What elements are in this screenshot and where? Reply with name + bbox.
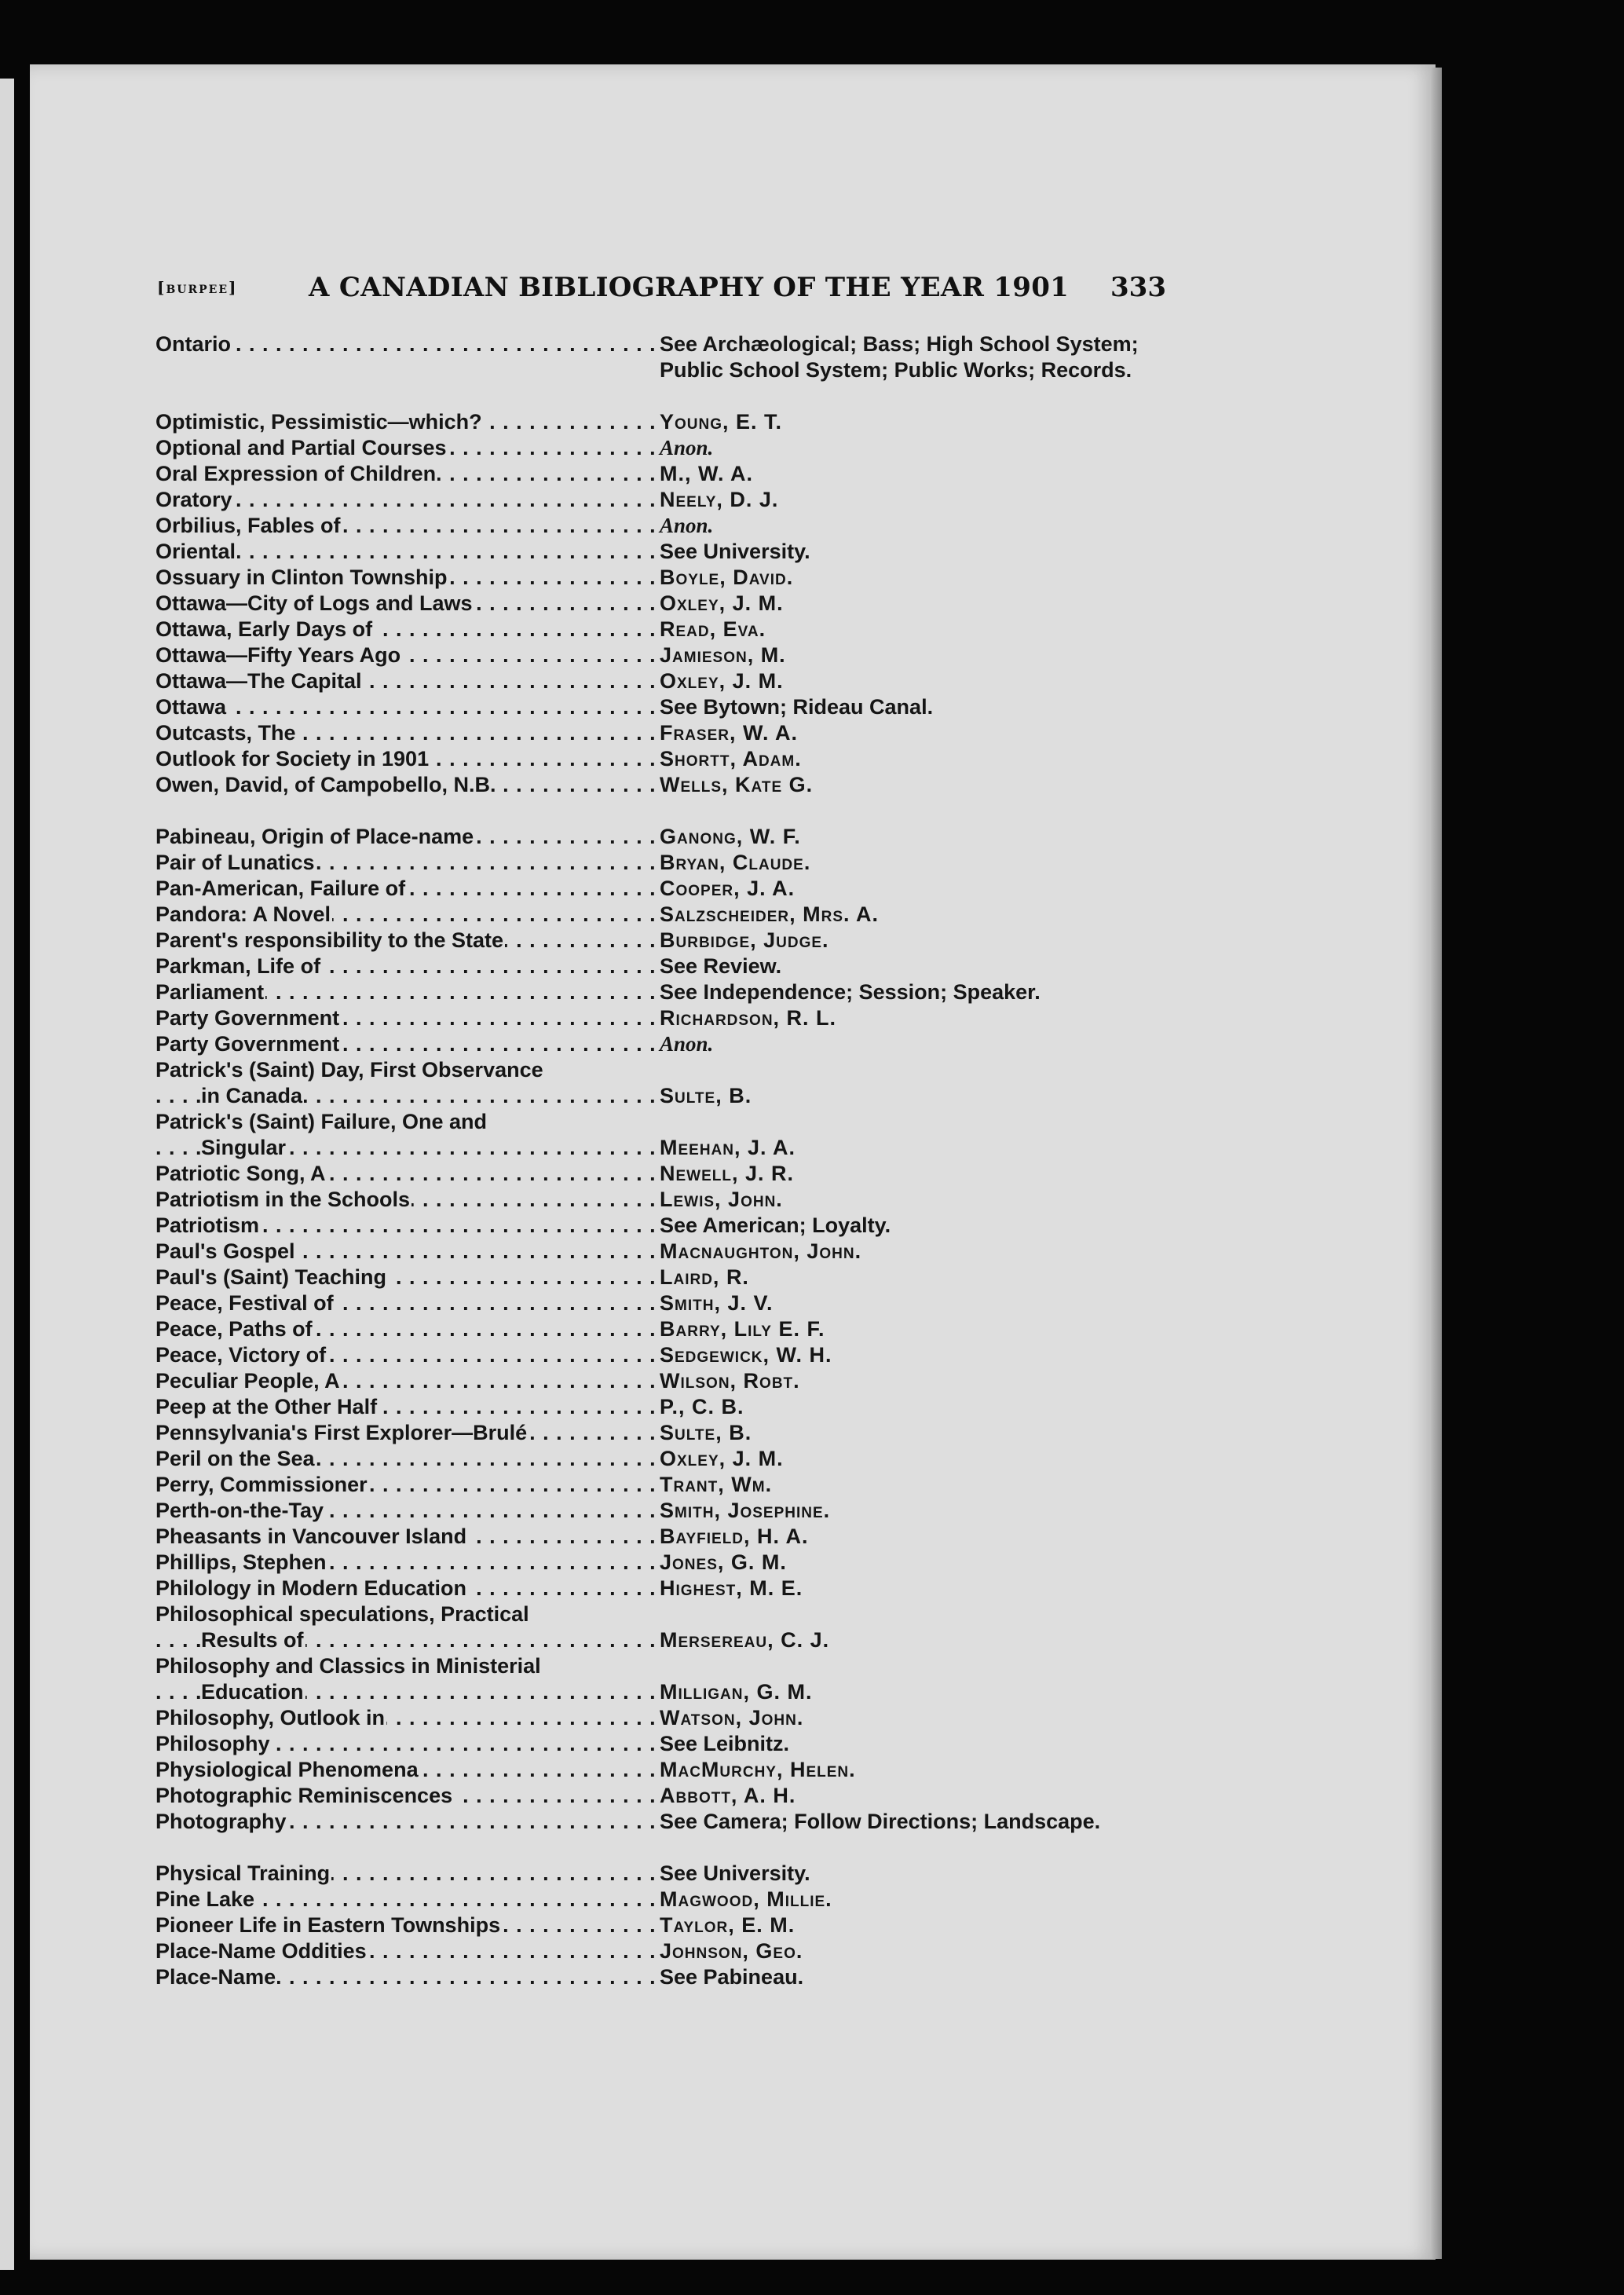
entry-reference <box>660 1316 1162 1342</box>
entry-heading-text: Owen, David, of Campobello, N.B. <box>155 773 496 796</box>
index-entry <box>155 642 1176 668</box>
entry-heading-text: Outlook for Society in 1901 <box>155 747 430 770</box>
index-entry <box>155 1290 1176 1316</box>
entry-heading-text: Oral Expression of Children <box>155 462 437 485</box>
index-entry <box>155 1601 1176 1627</box>
entry-heading-text: Ottawa, Early Days of <box>155 617 373 641</box>
entry-reference-text: Fraser, W. A. <box>660 721 798 745</box>
entry-reference-text: Taylor, E. M. <box>660 1913 796 1937</box>
entry-reference <box>660 746 1162 772</box>
entry-heading-text: Ottawa—The Capital <box>155 669 362 693</box>
entry-heading <box>155 1576 658 1601</box>
entry-reference <box>660 1342 1162 1368</box>
entry-reference-text: Neely, D. J. <box>660 488 779 511</box>
index-entry <box>155 487 1176 513</box>
entry-heading <box>155 1705 658 1731</box>
entry-reference-text: See University. <box>660 540 810 563</box>
entry-reference <box>660 487 1162 513</box>
entry-reference-text: See Review. <box>660 954 782 978</box>
index-entry <box>155 928 1176 954</box>
entry-heading <box>155 1161 658 1187</box>
entry-reference <box>660 1757 1162 1783</box>
entry-heading-text: Perth-on-the-Tay <box>155 1499 324 1522</box>
page-number: 333 <box>1110 272 1166 303</box>
entry-reference <box>660 876 1162 902</box>
entry-reference <box>660 1005 1162 1031</box>
entry-reference-text: Johnson, Geo. <box>660 1939 803 1963</box>
entry-reference-text: See Camera; Follow Directions; Landscape. <box>660 1810 1101 1833</box>
entry-reference-text: Oxley, J. M. <box>660 669 784 693</box>
entry-reference <box>660 824 1162 850</box>
entry-heading <box>155 850 658 876</box>
entry-heading <box>155 1653 658 1679</box>
entry-heading-text: Philosophical speculations, Practical <box>155 1602 529 1626</box>
index-entry <box>155 513 1176 539</box>
entry-heading <box>155 1524 658 1550</box>
entry-heading-text: Patrick's (Saint) Day, First Observance <box>155 1058 543 1082</box>
entry-heading-text: Party Government <box>155 1006 340 1030</box>
entry-reference <box>660 1912 1162 1938</box>
index-entry <box>155 694 1176 720</box>
entry-heading <box>155 1938 658 1964</box>
entry-reference <box>660 642 1162 668</box>
entry-reference-text: Bryan, Claude. <box>660 851 811 874</box>
entry-heading-text: Ossuary in Clinton Township <box>155 566 448 589</box>
index-entry <box>155 1938 1176 1964</box>
entry-reference <box>660 772 1162 798</box>
entry-reference <box>660 461 1162 487</box>
entry-heading <box>155 1912 658 1938</box>
entry-reference-text: P., C. B. <box>660 1395 744 1418</box>
index-entry <box>155 1472 1176 1498</box>
entry-reference-text: Oxley, J. M. <box>660 591 784 615</box>
entry-reference <box>660 694 1162 720</box>
entry-reference-text: Salzscheider, Mrs. A. <box>660 902 880 926</box>
entry-reference <box>660 1083 1162 1109</box>
entry-heading-text: Peace, Festival of <box>155 1291 334 1315</box>
index-entry <box>155 1498 1176 1524</box>
index-entry <box>155 1627 1176 1653</box>
entry-heading <box>155 1265 658 1290</box>
entry-heading <box>155 668 658 694</box>
index-entry <box>155 617 1176 642</box>
entry-heading-text: Optional and Partial Courses <box>155 436 447 459</box>
entry-heading-text: Results of <box>201 1628 304 1652</box>
index-entry <box>155 1083 1176 1109</box>
entry-heading <box>155 1109 658 1135</box>
running-header <box>157 269 1166 308</box>
entry-heading-text: Physiological Phenomena <box>155 1758 419 1781</box>
entry-reference-text: Macnaughton, John. <box>660 1239 862 1263</box>
entry-reference <box>660 617 1162 642</box>
entry-heading-text: Philosophy <box>155 1732 270 1755</box>
entry-heading-text: Pair of Lunatics <box>155 851 315 874</box>
entry-heading <box>155 1679 658 1705</box>
entry-reference-text: Young, E. T. <box>660 410 783 434</box>
entry-reference <box>660 954 1162 979</box>
index-entry <box>155 565 1176 591</box>
index-entry <box>155 1368 1176 1394</box>
entry-reference-text: Shortt, Adam. <box>660 747 802 770</box>
entry-reference <box>660 1239 1162 1265</box>
entry-reference <box>660 1731 1162 1757</box>
entry-reference <box>660 1964 1162 1990</box>
entry-heading-text: Place-Name <box>155 1965 276 1989</box>
entry-heading-text: Phillips, Stephen <box>155 1550 327 1574</box>
entry-reference <box>660 1394 1162 1420</box>
index-entry <box>155 461 1176 487</box>
entry-reference <box>660 435 1162 461</box>
entry-reference <box>660 1135 1162 1161</box>
entry-heading-text: Peep at the Other Half <box>155 1395 378 1418</box>
entry-reference <box>660 720 1162 746</box>
entry-reference <box>660 1550 1162 1576</box>
entry-reference <box>660 1265 1162 1290</box>
index-entry <box>155 1757 1176 1783</box>
entry-heading-text: Philosophy, Outlook in <box>155 1706 385 1729</box>
entry-reference <box>660 1368 1162 1394</box>
index-entry <box>155 1031 1176 1057</box>
index-entry <box>155 1679 1176 1705</box>
entry-heading-text: Pine Lake <box>155 1887 255 1911</box>
entry-reference <box>660 513 1162 539</box>
index-entry <box>155 591 1176 617</box>
index-entries <box>155 331 1176 1990</box>
entry-reference-text: See Archæological; Bass; High School System; Public School System; Public Works; Records. <box>660 332 1139 382</box>
entry-reference-text: Lewis, John. <box>660 1188 783 1211</box>
entry-reference-text: Sulte, B. <box>660 1421 752 1444</box>
entry-heading <box>155 720 658 746</box>
entry-reference <box>660 591 1162 617</box>
entry-reference-text: M., W. A. <box>660 462 753 485</box>
entry-heading <box>155 694 658 720</box>
entry-heading-text: Pennsylvania's First Explorer—Brulé <box>155 1421 528 1444</box>
index-entry <box>155 1705 1176 1731</box>
entry-reference-text: Watson, John. <box>660 1706 804 1729</box>
entry-heading <box>155 487 658 513</box>
entry-heading <box>155 1083 658 1109</box>
entry-heading-text: Peculiar People, A <box>155 1369 340 1393</box>
index-entry <box>155 1316 1176 1342</box>
entry-reference-text: Anon. <box>660 1032 714 1056</box>
entry-heading-text: Photographic Reminiscences <box>155 1784 453 1807</box>
entry-heading-text: Orbilius, Fables of <box>155 514 341 537</box>
entry-heading <box>155 1731 658 1757</box>
entry-heading <box>155 1783 658 1809</box>
page-title: A CANADIAN BIBLIOGRAPHY OF THE YEAR 1901 <box>309 272 1070 303</box>
entry-reference-text: Sulte, B. <box>660 1084 752 1107</box>
entry-heading-text: Outcasts, The <box>155 721 296 745</box>
entry-heading-text: Ottawa <box>155 695 227 719</box>
entry-heading <box>155 746 658 772</box>
entry-reference-text: Wells, Kate G. <box>660 773 814 796</box>
entry-heading-text: Photography <box>155 1810 287 1833</box>
entry-reference <box>660 850 1162 876</box>
index-entry <box>155 1809 1176 1861</box>
index-entry <box>155 1265 1176 1290</box>
entry-heading <box>155 461 658 487</box>
entry-reference-text: Read, Eva. <box>660 617 766 641</box>
entry-reference <box>660 1498 1162 1524</box>
entry-reference <box>660 928 1162 954</box>
entry-reference <box>660 1705 1162 1731</box>
entry-reference-text: Richardson, R. L. <box>660 1006 837 1030</box>
author-tag: [burpee] <box>157 278 238 297</box>
index-entry <box>155 1887 1176 1912</box>
entry-heading <box>155 1368 658 1394</box>
entry-reference <box>660 1031 1162 1057</box>
index-entry <box>155 1576 1176 1601</box>
entry-heading <box>155 928 658 954</box>
entry-reference-text: Anon. <box>660 436 714 459</box>
index-entry <box>155 1964 1176 1990</box>
entry-reference-text: MacMurchy, Helen. <box>660 1758 856 1781</box>
entry-reference <box>660 1783 1162 1809</box>
index-entry <box>155 1653 1176 1679</box>
entry-reference-text: Barry, Lily E. F. <box>660 1317 825 1341</box>
entry-reference <box>660 1472 1162 1498</box>
entry-reference-text: Magwood, Millie. <box>660 1887 832 1911</box>
entry-heading-text: Peace, Victory of <box>155 1343 327 1367</box>
entry-heading <box>155 642 658 668</box>
entry-reference-text: Abbott, A. H. <box>660 1784 796 1807</box>
entry-reference <box>660 902 1162 928</box>
entry-reference <box>660 979 1162 1005</box>
entry-heading <box>155 1342 658 1368</box>
entry-heading-text: Oriental <box>155 540 236 563</box>
index-entry <box>155 1550 1176 1576</box>
entry-heading-text: Education <box>201 1680 304 1704</box>
index-entry <box>155 1524 1176 1550</box>
entry-reference <box>660 1627 1162 1653</box>
entry-heading-text: Peril on the Sea <box>155 1447 315 1470</box>
index-entry <box>155 1161 1176 1187</box>
entry-heading <box>155 1057 658 1083</box>
entry-reference-text: Highest, M. E. <box>660 1576 803 1600</box>
entry-heading <box>155 591 658 617</box>
entry-heading-text: Perry, Commissioner <box>155 1473 368 1496</box>
index-entry <box>155 1861 1176 1887</box>
entry-reference-text: Mersereau, C. J. <box>660 1628 830 1652</box>
entry-reference <box>660 1938 1162 1964</box>
entry-heading <box>155 617 658 642</box>
index-entry <box>155 668 1176 694</box>
entry-reference-text: Meehan, J. A. <box>660 1136 796 1159</box>
entry-heading-text: Patriotism <box>155 1213 260 1237</box>
entry-heading-text: Parkman, Life of <box>155 954 321 978</box>
entry-heading <box>155 1550 658 1576</box>
entry-reference <box>660 1679 1162 1705</box>
entry-heading <box>155 772 658 798</box>
entry-heading <box>155 1316 658 1342</box>
entry-reference-text: Milligan, G. M. <box>660 1680 813 1704</box>
entry-heading <box>155 876 658 902</box>
entry-heading <box>155 1757 658 1783</box>
entry-reference-text: Newell, J. R. <box>660 1162 795 1185</box>
entry-heading-text: Ottawa—City of Logs and Laws <box>155 591 473 615</box>
index-entry <box>155 409 1176 435</box>
entry-reference <box>660 1420 1162 1446</box>
entry-reference-text: Burbidge, Judge. <box>660 928 829 952</box>
entry-reference <box>660 539 1162 565</box>
entry-reference-text: Sedgewick, W. H. <box>660 1343 832 1367</box>
entry-reference-text: Trant, Wm. <box>660 1473 773 1496</box>
entry-heading-text: Pan-American, Failure of <box>155 877 406 900</box>
entry-reference-text: Bayfield, H. A. <box>660 1525 809 1548</box>
index-entry <box>155 720 1176 746</box>
entry-reference <box>660 1446 1162 1472</box>
entry-heading-text: Philosophy and Classics in Ministerial <box>155 1654 541 1678</box>
entry-heading <box>155 1472 658 1498</box>
index-entry <box>155 1135 1176 1161</box>
entry-heading <box>155 1887 658 1912</box>
entry-heading-text: Party Government <box>155 1032 340 1056</box>
entry-heading <box>155 539 658 565</box>
entry-heading-text: Parliament <box>155 980 265 1004</box>
entry-heading-text: Physical Training <box>155 1861 331 1885</box>
entry-heading <box>155 1861 658 1887</box>
entry-heading <box>155 954 658 979</box>
entry-heading <box>155 1187 658 1213</box>
entry-reference <box>660 1576 1162 1601</box>
index-entry <box>155 1731 1176 1757</box>
index-entry <box>155 1783 1176 1809</box>
entry-heading-text: Patrick's (Saint) Failure, One and <box>155 1110 488 1133</box>
entry-reference <box>660 331 1162 383</box>
entry-reference-text: Smith, Josephine. <box>660 1499 831 1522</box>
entry-reference-text: Smith, J. V. <box>660 1291 774 1315</box>
entry-heading-text: Patriotism in the Schools <box>155 1188 411 1211</box>
entry-heading-text: Pandora: A Novel <box>155 902 331 926</box>
entry-reference <box>660 668 1162 694</box>
entry-heading-text: Ontario <box>155 332 232 356</box>
entry-reference <box>660 565 1162 591</box>
entry-heading-text: Pheasants in Vancouver Island <box>155 1525 467 1548</box>
entry-reference <box>660 409 1162 435</box>
index-entry <box>155 1420 1176 1446</box>
index-entry <box>155 1342 1176 1368</box>
index-entry <box>155 850 1176 876</box>
entry-reference-text: Anon. <box>660 514 714 537</box>
entry-heading <box>155 1394 658 1420</box>
entry-heading-text: Paul's (Saint) Teaching <box>155 1265 386 1289</box>
entry-heading <box>155 1005 658 1031</box>
entry-heading <box>155 331 658 357</box>
entry-reference <box>660 1213 1162 1239</box>
entry-heading-text: in Canada <box>201 1084 303 1107</box>
entry-heading <box>155 1213 658 1239</box>
index-entry <box>155 1912 1176 1938</box>
entry-reference-text: See Bytown; Rideau Canal. <box>660 695 934 719</box>
entry-heading <box>155 435 658 461</box>
entry-heading <box>155 1446 658 1472</box>
entry-heading <box>155 1964 658 1990</box>
entry-reference <box>660 1290 1162 1316</box>
entry-reference <box>660 1161 1162 1187</box>
index-entry <box>155 1109 1176 1135</box>
index-entry <box>155 1239 1176 1265</box>
entry-reference-text: See Independence; Session; Speaker. <box>660 980 1041 1004</box>
entry-heading <box>155 513 658 539</box>
index-entry <box>155 1394 1176 1420</box>
entry-heading-text: Patriotic Song, A <box>155 1162 326 1185</box>
entry-heading <box>155 1627 658 1653</box>
entry-heading <box>155 1135 658 1161</box>
entry-heading-text: Ottawa—Fifty Years Ago <box>155 643 401 667</box>
entry-heading-text: Pioneer Life in Eastern Townships <box>155 1913 501 1937</box>
entry-heading-text: Oratory <box>155 488 232 511</box>
entry-heading <box>155 1809 658 1835</box>
index-entry <box>155 824 1176 850</box>
entry-heading-text: Place-Name Oddities <box>155 1939 367 1963</box>
entry-heading-text: Philology in Modern Education <box>155 1576 466 1600</box>
entry-reference-text: See Pabineau. <box>660 1965 804 1989</box>
entry-reference <box>660 1861 1162 1887</box>
entry-heading <box>155 824 658 850</box>
index-entry <box>155 435 1176 461</box>
index-entry <box>155 1446 1176 1472</box>
entry-heading <box>155 1290 658 1316</box>
entry-reference <box>660 1809 1162 1835</box>
index-entry <box>155 746 1176 772</box>
entry-heading <box>155 1498 658 1524</box>
entry-reference-text: See Leibnitz. <box>660 1732 790 1755</box>
entry-heading-text: Peace, Paths of <box>155 1317 313 1341</box>
entry-reference-text: Oxley, J. M. <box>660 1447 784 1470</box>
entry-reference-text: Jamieson, M. <box>660 643 786 667</box>
entry-reference-text: Boyle, David. <box>660 566 794 589</box>
entry-reference <box>660 1187 1162 1213</box>
entry-reference <box>660 1524 1162 1550</box>
entry-heading-text: Pabineau, Origin of Place-name <box>155 825 474 848</box>
entry-reference <box>660 1887 1162 1912</box>
index-entry <box>155 1187 1176 1213</box>
entry-heading-text: Paul's Gospel <box>155 1239 295 1263</box>
entry-heading-text: Singular <box>201 1136 287 1159</box>
index-entry <box>155 1005 1176 1031</box>
entry-heading-text: Optimistic, Pessimistic—which? <box>155 410 482 434</box>
entry-heading <box>155 1239 658 1265</box>
index-entry <box>155 876 1176 902</box>
index-entry <box>155 1213 1176 1239</box>
entry-heading <box>155 1420 658 1446</box>
index-entry <box>155 772 1176 798</box>
entry-heading <box>155 1601 658 1627</box>
entry-reference-text: Jones, G. M. <box>660 1550 787 1574</box>
entry-reference-text: Wilson, Robt. <box>660 1369 800 1393</box>
page-edge-shadow <box>1431 68 1442 2259</box>
index-entry <box>155 954 1176 979</box>
entry-reference-text: Cooper, J. A. <box>660 877 796 900</box>
entry-heading <box>155 409 658 435</box>
index-entry <box>155 902 1176 928</box>
index-entry <box>155 539 1176 565</box>
entry-heading <box>155 979 658 1005</box>
index-entry <box>155 979 1176 1005</box>
entry-heading <box>155 565 658 591</box>
entry-reference-text: Ganong, W. F. <box>660 825 801 848</box>
entry-heading <box>155 1031 658 1057</box>
index-entry <box>155 331 1176 409</box>
entry-reference-text: See University. <box>660 1861 810 1885</box>
entry-reference-text: Laird, R. <box>660 1265 749 1289</box>
entry-heading-text: Parent's responsibility to the State <box>155 928 504 952</box>
entry-heading <box>155 902 658 928</box>
facing-page-edge <box>0 79 14 2270</box>
index-entry <box>155 1057 1176 1083</box>
entry-reference-text: See American; Loyalty. <box>660 1213 891 1237</box>
